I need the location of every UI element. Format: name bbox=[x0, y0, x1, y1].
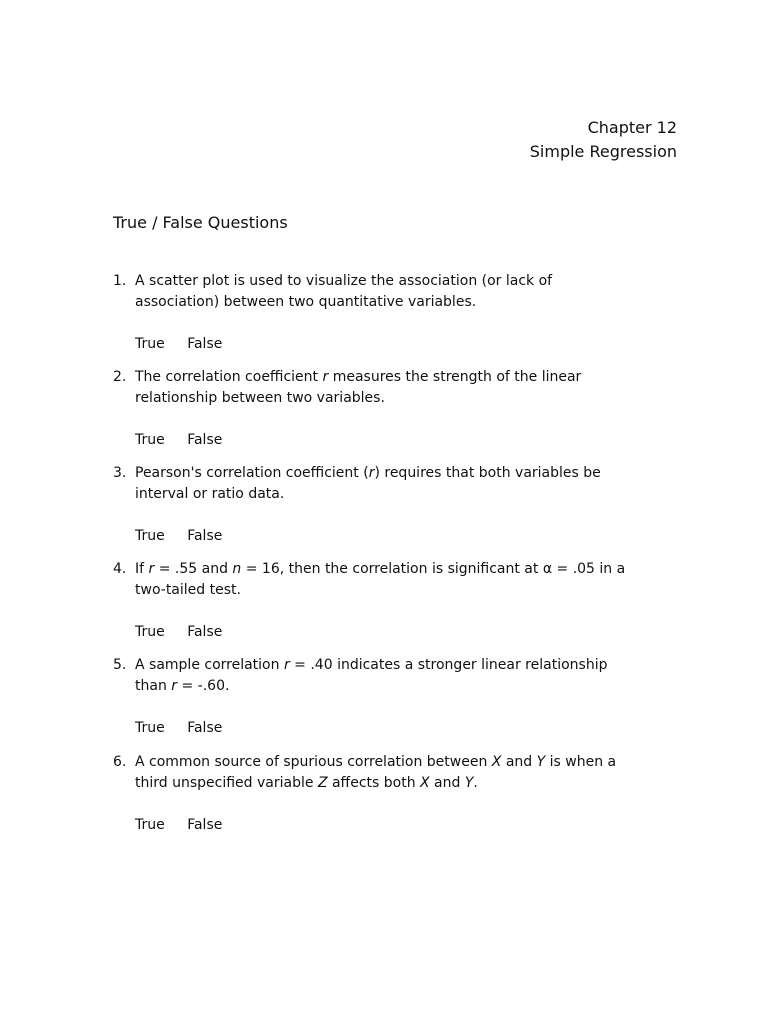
variable: X bbox=[420, 775, 430, 791]
choice-false[interactable]: False bbox=[187, 817, 223, 833]
question-line: two-tailed test. bbox=[135, 582, 241, 598]
variable: r bbox=[283, 657, 290, 673]
chapter-heading bbox=[530, 116, 677, 164]
question-text bbox=[135, 367, 673, 409]
choice-true[interactable]: True bbox=[135, 528, 165, 544]
variable: r bbox=[322, 369, 329, 385]
text-span: and bbox=[429, 775, 465, 791]
question-line bbox=[135, 773, 673, 794]
question-line bbox=[135, 559, 673, 580]
text-span: than bbox=[135, 678, 172, 694]
text-span: Pearson's correlation coefficient ( bbox=[135, 465, 369, 481]
variable: Z bbox=[317, 775, 328, 791]
question-text bbox=[135, 752, 673, 794]
choice-false[interactable]: False bbox=[187, 432, 223, 448]
variable: Y bbox=[536, 754, 546, 770]
question-number: 4. bbox=[113, 561, 127, 577]
answer-choices bbox=[135, 622, 673, 643]
question-number: 6. bbox=[113, 754, 127, 770]
text-span: ) requires that both variables be bbox=[374, 465, 601, 481]
choice-true[interactable]: True bbox=[135, 817, 165, 833]
variable: X bbox=[491, 754, 502, 770]
text-span: third unspecified variable bbox=[135, 775, 318, 791]
question-4 bbox=[113, 559, 673, 643]
choice-true[interactable]: True bbox=[135, 720, 165, 736]
section-title: True / False Questions bbox=[113, 213, 288, 232]
question-5 bbox=[113, 655, 673, 739]
text-span: = -.60. bbox=[177, 678, 230, 694]
question-line: association) between two quantitative variables. bbox=[135, 294, 477, 310]
question-number: 2. bbox=[113, 369, 127, 385]
question-line bbox=[135, 676, 673, 697]
text-span: = .40 indicates a stronger linear relationship bbox=[289, 657, 608, 673]
text-span: affects both bbox=[327, 775, 421, 791]
choice-true[interactable]: True bbox=[135, 432, 165, 448]
text-span: If bbox=[135, 561, 149, 577]
text-span: = 16, then the correlation is significant at α = .05 in a bbox=[241, 561, 626, 577]
variable: Y bbox=[464, 775, 474, 791]
text-span: = .55 and bbox=[154, 561, 233, 577]
text-span: measures the strength of the linear bbox=[328, 369, 582, 385]
question-2 bbox=[113, 367, 673, 451]
question-number: 5. bbox=[113, 657, 127, 673]
answer-choices bbox=[135, 815, 673, 836]
answer-choices bbox=[135, 718, 673, 739]
choice-true[interactable]: True bbox=[135, 624, 165, 640]
text-span: . bbox=[473, 775, 478, 791]
text-span: is when a bbox=[545, 754, 617, 770]
variable: r bbox=[148, 561, 155, 577]
question-6 bbox=[113, 752, 673, 836]
text-span: A common source of spurious correlation between bbox=[135, 754, 492, 770]
question-line: relationship between two variables. bbox=[135, 390, 385, 406]
question-number: 1. bbox=[113, 273, 127, 289]
question-3 bbox=[113, 463, 673, 547]
choice-true[interactable]: True bbox=[135, 336, 165, 352]
text-span: A sample correlation bbox=[135, 657, 284, 673]
question-line: interval or ratio data. bbox=[135, 486, 285, 502]
question-line: A scatter plot is used to visualize the association (or lack of bbox=[135, 273, 553, 289]
question-line bbox=[135, 463, 673, 484]
variable: r bbox=[171, 678, 178, 694]
answer-choices bbox=[135, 334, 673, 355]
variable: n bbox=[232, 561, 242, 577]
question-1 bbox=[113, 271, 673, 355]
question-text bbox=[135, 655, 673, 697]
variable: r bbox=[368, 465, 375, 481]
chapter-subtitle: Simple Regression bbox=[529, 142, 677, 161]
answer-choices bbox=[135, 526, 673, 547]
answer-choices bbox=[135, 430, 673, 451]
choice-false[interactable]: False bbox=[187, 624, 223, 640]
chapter-number: Chapter 12 bbox=[587, 118, 677, 137]
question-line bbox=[135, 367, 673, 388]
choice-false[interactable]: False bbox=[187, 528, 223, 544]
question-text bbox=[135, 271, 673, 313]
question-line bbox=[135, 752, 673, 773]
choice-false[interactable]: False bbox=[187, 336, 223, 352]
text-span: The correlation coefficient bbox=[135, 369, 323, 385]
question-text bbox=[135, 559, 673, 601]
question-line bbox=[135, 655, 673, 676]
question-text bbox=[135, 463, 673, 505]
question-number: 3. bbox=[113, 465, 127, 481]
text-span: and bbox=[501, 754, 537, 770]
choice-false[interactable]: False bbox=[187, 720, 223, 736]
